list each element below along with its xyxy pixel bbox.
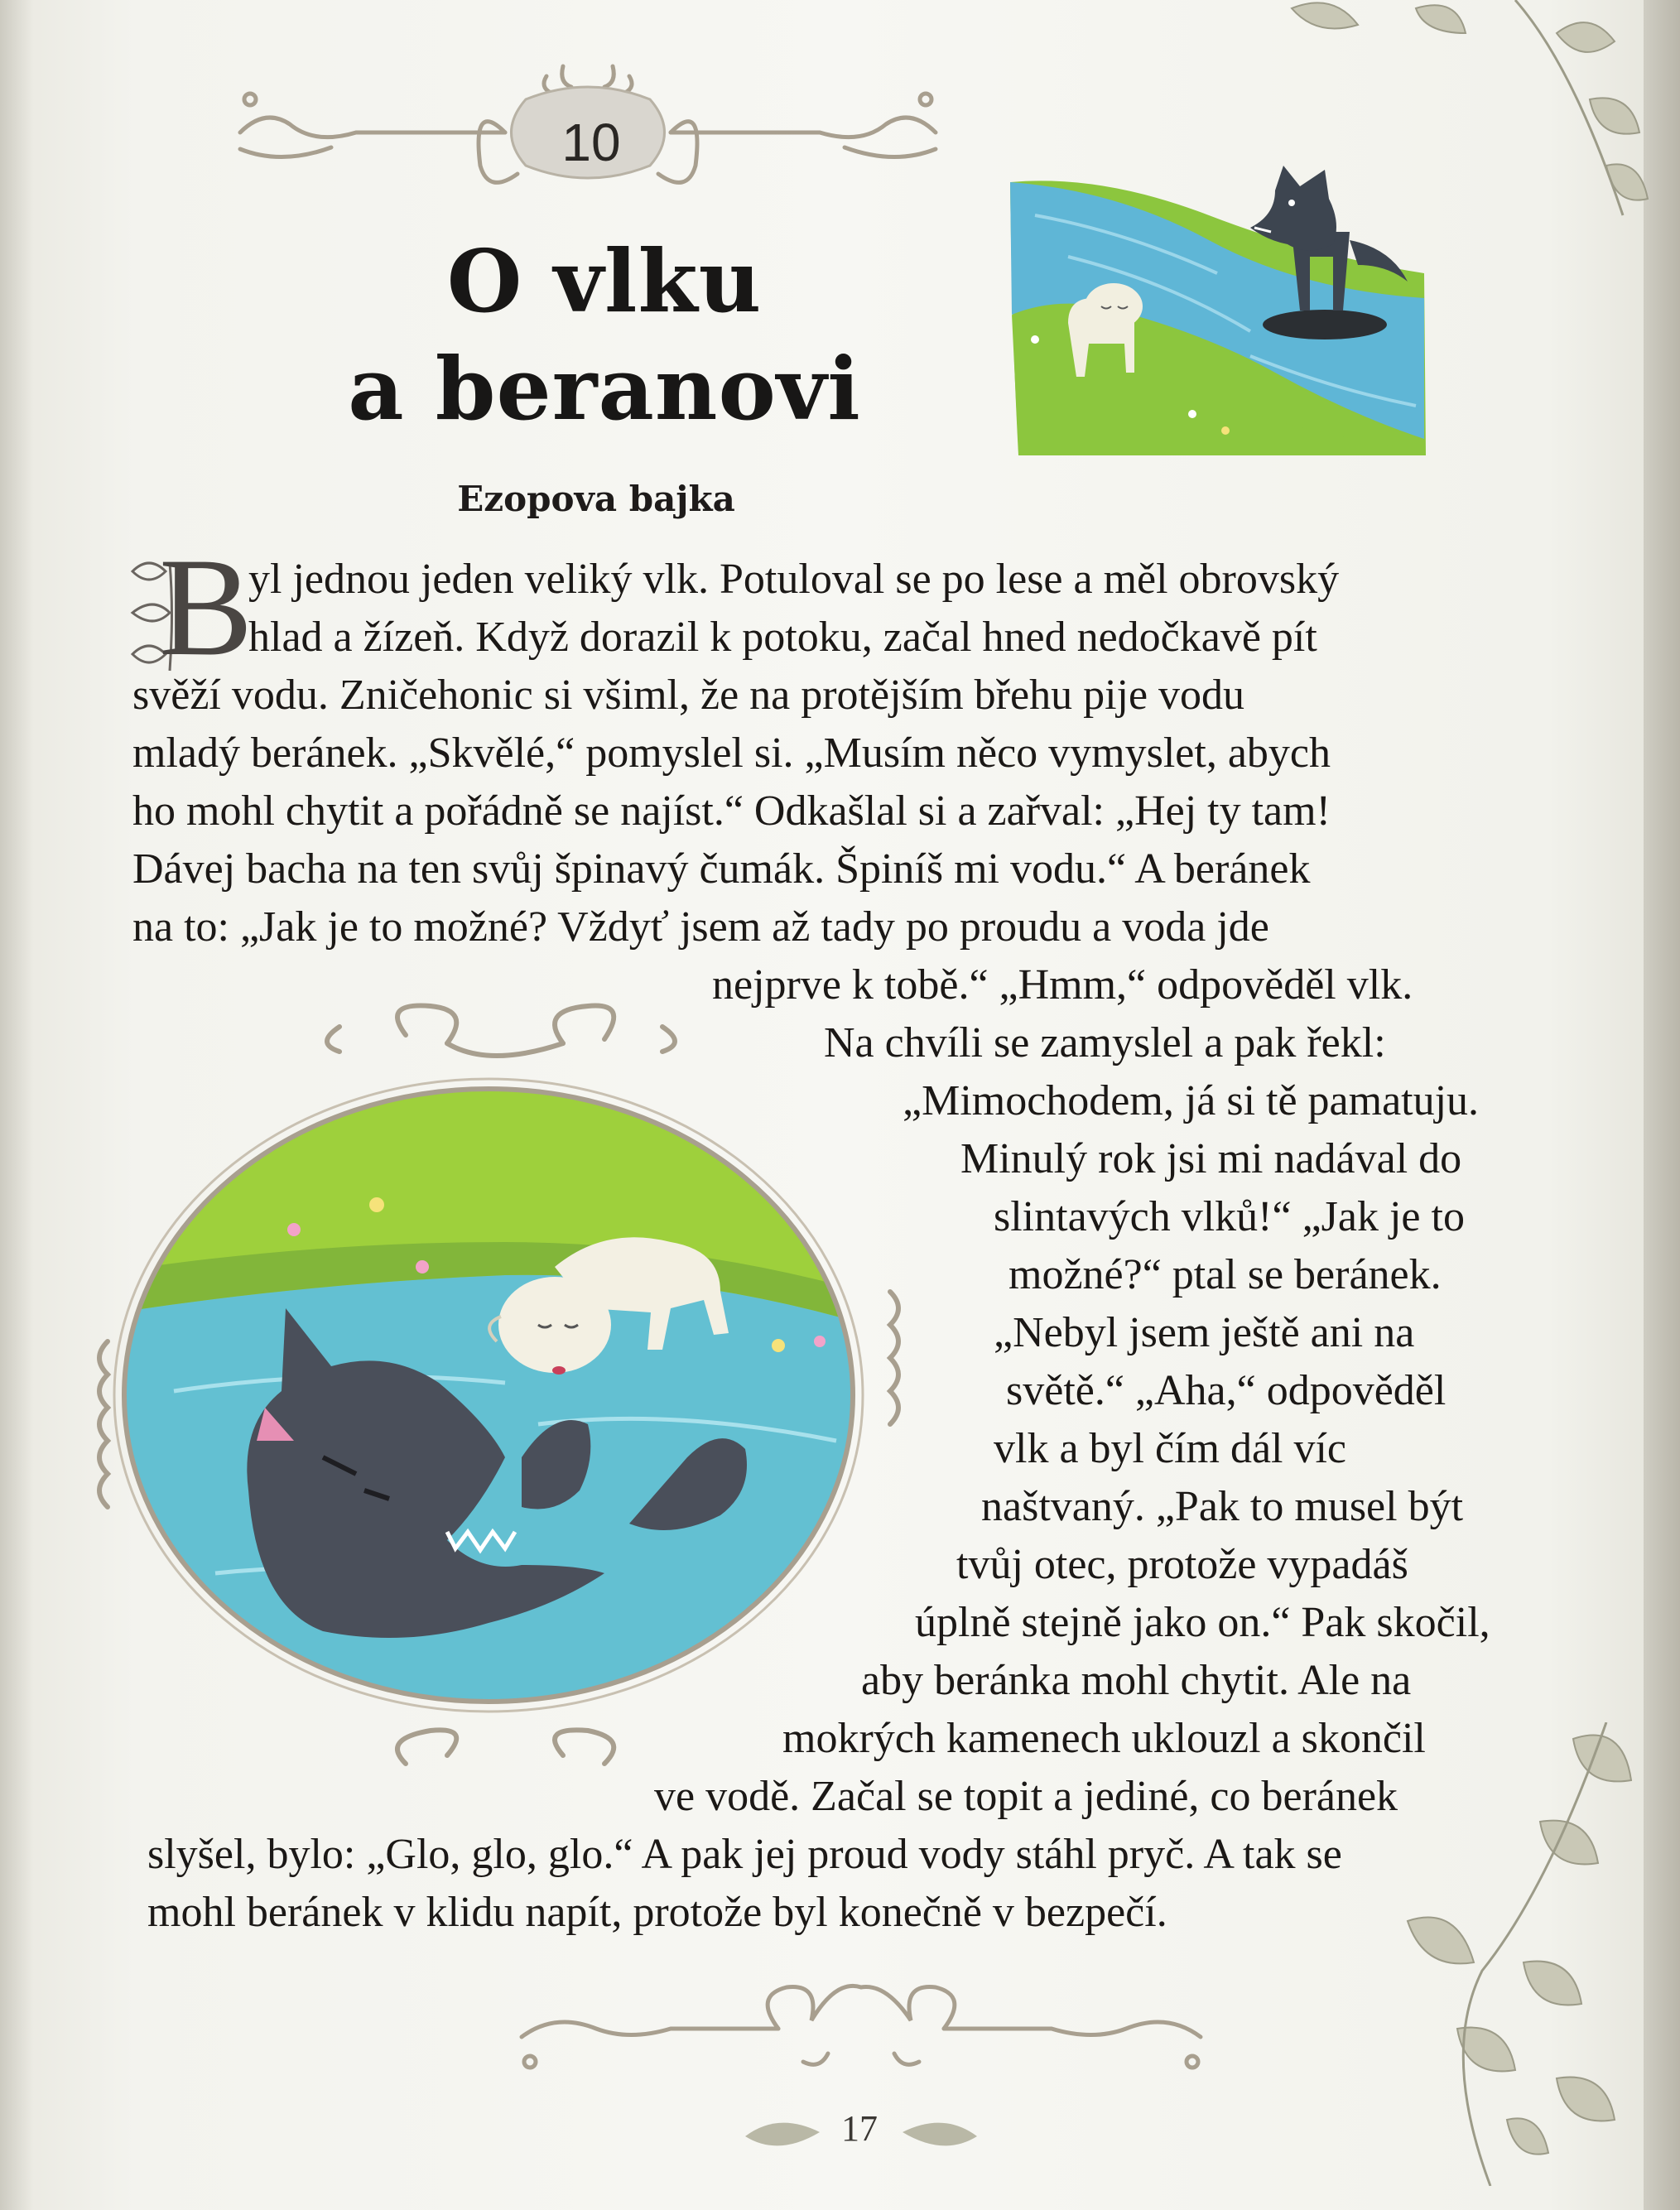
- subtitle: Ezopova bajka: [457, 479, 735, 519]
- leaf-decoration-top-right: [1242, 0, 1656, 232]
- story-line: svěží vodu. Zničehonic si všiml, že na protějším břehu pije vodu: [132, 672, 1245, 719]
- story-line: na to: „Jak je to možné? Vždyť jsem až tady po proudu a voda jde: [132, 903, 1269, 951]
- story-line: naštvaný. „Pak to musel být: [981, 1483, 1464, 1530]
- leaf-decoration-bottom-right: [1358, 1722, 1656, 2186]
- story-line: tvůj otec, protože vypadáš: [956, 1541, 1408, 1588]
- drop-cap: B: [159, 529, 253, 685]
- gutter-shadow: [0, 0, 33, 2210]
- story-line: světě.“ „Aha,“ odpověděl: [1006, 1367, 1447, 1414]
- title-line-1: O vlku: [446, 230, 763, 332]
- story-line: mokrých kamenech uklouzl a skončil: [782, 1715, 1426, 1762]
- story-line: „Mimochodem, já si tě pamatuju.: [903, 1077, 1480, 1124]
- story-line: ve vodě. Začal se topit a jediné, co beránek: [654, 1773, 1398, 1820]
- story-line: nejprve k tobě.“ „Hmm,“ odpověděl vlk.: [712, 961, 1413, 1009]
- story-line: možné?“ ptal se beránek.: [1008, 1251, 1442, 1298]
- story-line: slintavých vlků!“ „Jak je to: [994, 1193, 1465, 1240]
- story-line: slyšel, bylo: „Glo, glo, glo.“ A pak jej proud vody stáhl pryč. A tak se: [147, 1831, 1342, 1878]
- story-line: hlad a žízeň. Když dorazil k potoku, začal hned nedočkavě pít: [248, 614, 1317, 661]
- title-line-2: a beranovi: [348, 338, 861, 440]
- story-line: yl jednou jeden veliký vlk. Potuloval se po lese a měl obrovský: [248, 556, 1340, 603]
- story-line: vlk a byl čím dál víc: [994, 1425, 1347, 1472]
- story-line: mohl beránek v klidu napít, protože byl konečně v bezpečí.: [147, 1889, 1167, 1936]
- bottom-ornament: [505, 1962, 1217, 2095]
- story-line: úplně stejně jako on.“ Pak skočil,: [915, 1599, 1490, 1646]
- page-number: 17: [841, 2108, 878, 2149]
- oval-illustration: [91, 994, 952, 1780]
- chapter-number: 10: [561, 113, 621, 172]
- story-line: Na chvíli se zamyslel a pak řekl:: [824, 1019, 1386, 1066]
- story-line: Dávej bacha na ten svůj špinavý čumák. Špiníš mi vodu.“ A beránek: [132, 845, 1311, 893]
- page-title: [315, 228, 894, 443]
- story-line: „Nebyl jsem ještě ani na: [994, 1309, 1415, 1356]
- story-line: ho mohl chytit a pořádně se najíst.“ Odkašlal si a zařval: „Hej ty tam!: [132, 787, 1331, 835]
- story-line: aby beránka mohl chytit. Ale na: [861, 1657, 1412, 1704]
- story-line: Minulý rok jsi mi nadával do: [960, 1135, 1462, 1182]
- story-line: mladý beránek. „Skvělé,“ pomyslel si. „Musím něco vymyslet, abych: [132, 729, 1331, 777]
